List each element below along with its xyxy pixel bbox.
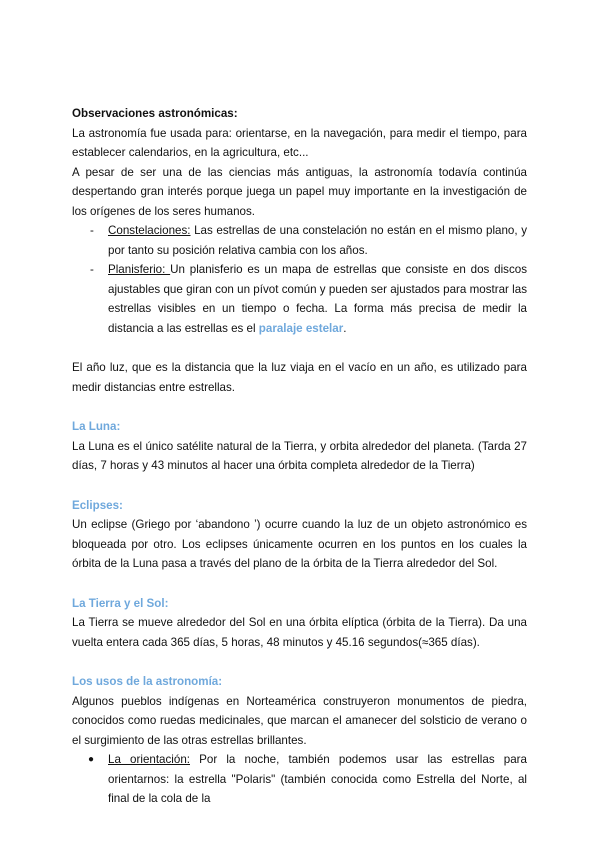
observaciones-list <box>72 221 527 338</box>
list-item-orientacion <box>72 750 527 809</box>
dash-marker: - <box>90 224 94 237</box>
term-orientacion: La orientación: <box>108 753 190 766</box>
bullet-marker: ● <box>88 754 95 765</box>
paragraph-luna: La Luna es el único satélite natural de la Tierra, y orbita alrededor del planeta. (Tarda 27 días, 7 horas y 43 minutos al hacer una órbita completa alrededor de la Tierra) <box>72 439 527 472</box>
text-orientacion: Por la noche, también podemos usar las estrellas para orientarnos: la estrella "Polaris" (también conocida como Estrella del Norte, al final de la cola de la <box>108 753 527 805</box>
heading-tierra-sol: La Tierra y el Sol: <box>72 596 169 610</box>
paragraph-eclipses: Un eclipse (Griego por ‘abandono ’) ocurre cuando la luz de un objeto astronómico es bloqueada por otro. Los eclipses únicamente ocurren en los puntos en los cuales la órbita de la Luna pasa a través del plano de la órbita de la Tierra alrededor del Sol. <box>72 518 527 570</box>
paralaje-estelar-link[interactable]: paralaje estelar <box>258 321 344 335</box>
term-planisferio: Planisferio: <box>108 263 171 276</box>
heading-eclipses: Eclipses: <box>72 498 123 512</box>
text-planisferio: Un planisferio es un mapa de estrellas que consiste en dos discos ajustables que giran con un pívot común y pueden ser ajustados para mostrar las estrellas visibles en un tiempo o fecha. La forma más precisa de medir la distancia a las estrellas es el <box>108 263 527 335</box>
heading-luna: La Luna: <box>72 420 121 433</box>
paragraph-usos: Algunos pueblos indígenas en Norteamérica construyeron monumentos de piedra, conocidos como ruedas medicinales, que marcan el amanecer del solsticio de verano o el surgimiento de las otras estrellas brillantes. <box>72 694 527 747</box>
document-page <box>72 104 527 809</box>
heading-usos: Los usos de la astronomía: <box>72 675 223 688</box>
paragraph-ciencia-antigua: A pesar de ser una de las ciencias más antiguas, la astronomía todavía continúa despertando gran interés porque juega un papel muy importante en la investigación de los orígenes de los seres humanos. <box>72 165 527 218</box>
text-planisferio-end: . <box>343 321 347 335</box>
list-item-planisferio <box>72 260 527 338</box>
list-item-constelaciones <box>72 221 527 260</box>
paragraph-ano-luz: El año luz, que es la distancia que la luz viaja en el vacío en un año, es utilizado para medir distancias entre estrellas. <box>72 361 527 394</box>
paragraph-tierra-sol: La Tierra se mueve alrededor del Sol en una órbita elíptica (órbita de la Tierra). Da una vuelta entera cada 365 días, 5 horas, 48 minutos y 45.16 segundos(≈365 días). <box>72 616 527 649</box>
paragraph-astronomia-usos: La astronomía fue usada para: orientarse, en la navegación, para medir el tiempo, para establecer calendarios, en la agricultura, etc... <box>72 126 527 159</box>
usos-list <box>72 750 527 809</box>
dash-marker: - <box>90 263 94 276</box>
term-constelaciones: Constelaciones: <box>108 224 191 237</box>
heading-observaciones: Observaciones astronómicas: <box>72 107 238 120</box>
text-constelaciones: Las estrellas de una constelación no están en el mismo plano, y por tanto su posición relativa cambia con los años. <box>108 224 527 257</box>
